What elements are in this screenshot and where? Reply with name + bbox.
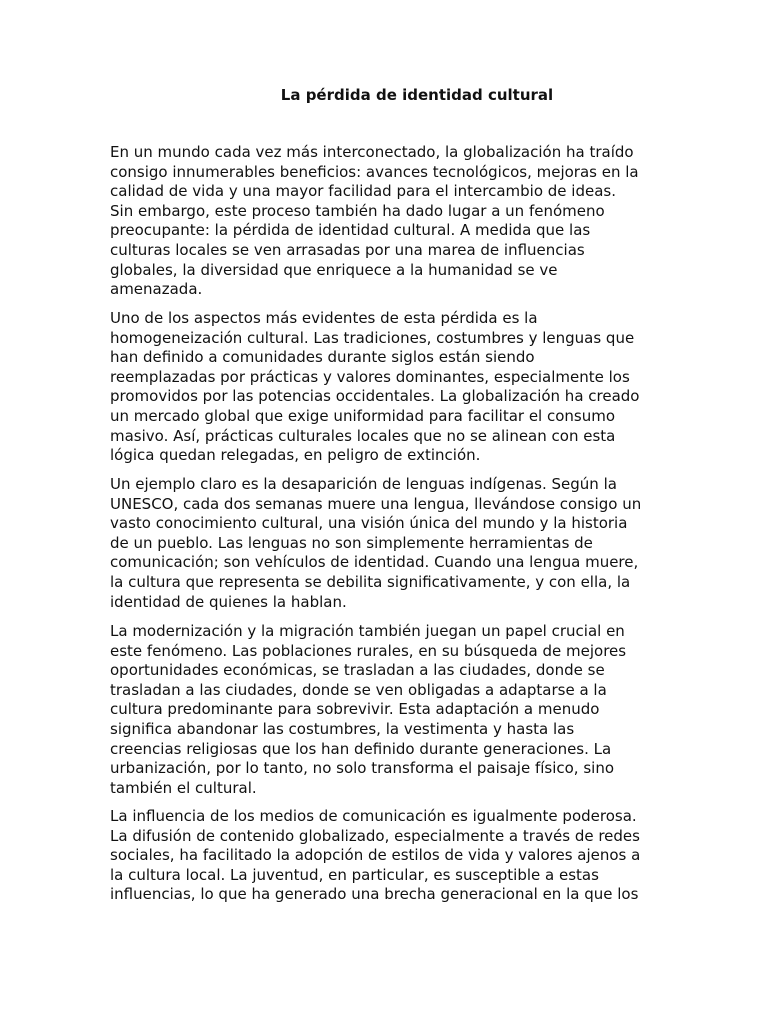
paragraph-line: La modernización y la migración también juegan un papel crucial en [110,622,625,640]
paragraph-line: promovidos por las potencias occidentales. La globalización ha creado [110,387,640,406]
paragraph-line: la cultura local. La juventud, en particular, es susceptible a estas [110,865,599,884]
paragraph-line: culturas locales se ven arrasadas por una marea de influencias [110,240,585,259]
paragraph-line: comunicación; son vehículos de identidad. Cuando una lengua muere, [110,553,639,572]
paragraph-line: homogeneización cultural. Las tradiciones, costumbres y lenguas que [110,328,635,347]
paragraph-line: de un pueblo. Las lenguas no son simplemente herramientas de [110,533,593,552]
paragraph-line: oportunidades económicas, se trasladan a las ciudades, donde se [110,661,605,680]
paragraph-line: lógica quedan relegadas, en peligro de extinción. [110,446,481,465]
paragraph-line: este fenómeno. Las poblaciones rurales, en su búsqueda de mejores [110,641,627,660]
paragraph-line: La difusión de contenido globalizado, especialmente a través de redes [110,826,640,845]
paragraph-line: vasto conocimiento cultural, una visión única del mundo y la historia [110,514,628,533]
paragraph-line: también el cultural. [110,778,257,797]
paragraph-line: La influencia de los medios de comunicación es igualmente poderosa. [110,807,637,825]
paragraph-line: sociales, ha facilitado la adopción de estilos de vida y valores ajenos a [110,846,641,865]
paragraph-line: la cultura que representa se debilita significativamente, y con ella, la [110,572,631,591]
paragraph-2 [110,309,639,466]
paragraph-line: urbanización, por lo tanto, no solo transforma el paisaje físico, sino [110,759,615,778]
paragraph-line: identidad de quienes la hablan. [110,592,347,611]
paragraph-line: UNESCO, cada dos semanas muere una lengua, llevándose consigo un [110,494,642,513]
paragraph-3 [110,475,641,612]
paragraph-line: Uno de los aspectos más evidentes de esta pérdida es la [110,309,538,327]
paragraph-line: masivo. Así, prácticas culturales locales que no se alinean con esta [110,426,616,445]
paragraph-line: han definido a comunidades durante siglos están siendo [110,348,535,367]
paragraph-line: trasladan a las ciudades, donde se ven obligadas a adaptarse a la [110,680,607,699]
paragraph-line: reemplazadas por prácticas y valores dominantes, especialmente los [110,367,630,386]
paragraph-1 [110,143,639,300]
paragraph-line: un mercado global que exige uniformidad para facilitar el consumo [110,406,616,425]
paragraph-line: calidad de vida y una mayor facilidad para el intercambio de ideas. [110,182,616,201]
paragraph-5 [110,807,640,905]
paragraph-line: Un ejemplo claro es la desaparición de lenguas indígenas. Según la [110,475,617,493]
paragraph-4 [110,622,626,798]
document-title: La pérdida de identidad cultural [280,86,554,104]
paragraph-line: creencias religiosas que los han definido durante generaciones. La [110,739,612,758]
paragraph-line: influencias, lo que ha generado una brecha generacional en la que los [110,885,639,904]
paragraph-line: Sin embargo, este proceso también ha dado lugar a un fenómeno [110,201,605,220]
paragraph-line: cultura predominante para sobrevivir. Esta adaptación a menudo [110,700,600,719]
paragraph-line: globales, la diversidad que enriquece a la humanidad se ve [110,260,558,279]
paragraph-line: significa abandonar las costumbres, la vestimenta y hasta las [110,719,575,738]
paragraph-line: En un mundo cada vez más interconectado, la globalización ha traído [110,143,634,161]
paragraph-line: consigo innumerables beneficios: avances tecnológicos, mejoras en la [110,162,639,181]
paragraph-line: preocupante: la pérdida de identidad cultural. A medida que las [110,221,591,240]
paragraph-line: amenazada. [110,280,203,299]
